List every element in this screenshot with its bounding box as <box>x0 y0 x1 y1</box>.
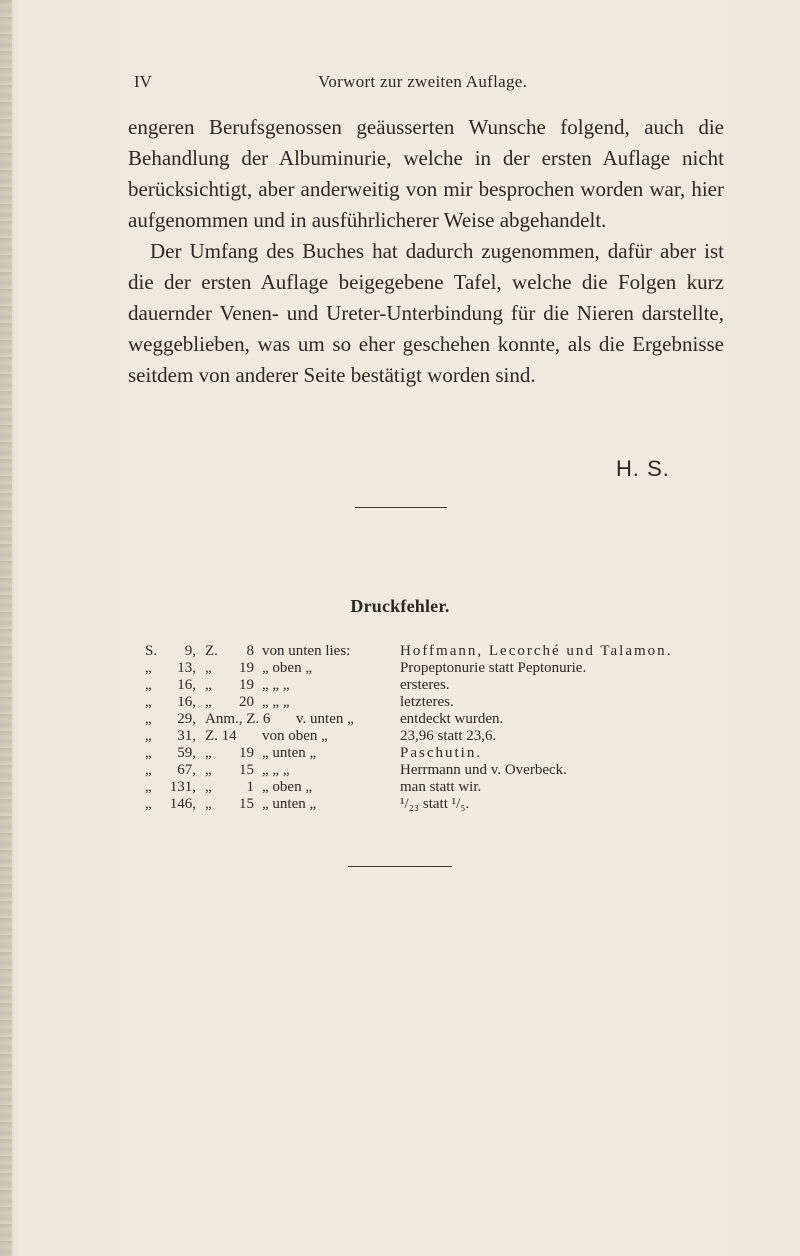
errata-s: „ <box>145 728 152 744</box>
errata-z: „ <box>205 694 212 710</box>
errata-direction: „ oben „ <box>262 660 312 676</box>
page-number: IV <box>134 72 152 91</box>
errata-line: 19 <box>239 745 254 761</box>
errata-z: „ <box>205 796 212 812</box>
preface-text <box>128 112 724 391</box>
errata-correction: Propeptonurie statt Peptonurie. <box>400 660 587 676</box>
errata-correction: entdeckt wurden. <box>400 711 504 727</box>
errata-s: „ <box>145 796 152 812</box>
errata-direction: „ „ „ <box>262 762 290 778</box>
errata-page: 9, <box>184 643 196 659</box>
errata-row <box>0 762 800 779</box>
errata-row <box>0 677 800 694</box>
errata-direction: „ „ „ <box>262 694 290 710</box>
errata-row <box>0 728 800 745</box>
errata-row <box>0 711 800 728</box>
errata-line: 8 <box>246 643 254 659</box>
errata-page: 59, <box>177 745 196 761</box>
errata-z: „ <box>205 677 212 693</box>
errata-direction: „ „ „ <box>262 677 290 693</box>
errata-line: 15 <box>239 762 254 778</box>
errata-direction: „ unten „ <box>262 745 317 761</box>
errata-correction: Herrmann und v. Overbeck. <box>400 762 567 778</box>
errata-page: 31, <box>177 728 196 744</box>
section-divider-bottom <box>348 866 452 867</box>
errata-row <box>0 745 800 762</box>
errata-page: 16, <box>177 694 196 710</box>
author-signature: H. S. <box>616 456 670 481</box>
errata-s: „ <box>145 677 152 693</box>
errata-z: Z. <box>205 643 218 659</box>
errata-row <box>0 660 800 677</box>
errata-s: S. <box>145 643 158 659</box>
running-title: Vorwort zur zweiten Auflage. <box>318 72 528 91</box>
errata-s: „ <box>145 660 152 676</box>
errata-correction: Hoffmann, Lecorché und Talamon. <box>400 643 673 659</box>
errata-row <box>0 779 800 796</box>
errata-s: „ <box>145 779 152 795</box>
preface-paragraph-1: engeren Berufsgenossen geäusserten Wunsche folgend, auch die Behandlung der Albuminurie, welche in der ersten Auflage nicht berücksichtigt, aber anderweitig von mir besprochen worden war, hier aufgenommen und in ausführlicherer Weise abgehandelt. <box>128 115 724 232</box>
errata-direction: „ oben „ <box>262 779 312 795</box>
errata-line: 19 <box>239 677 254 693</box>
errata-z: „ <box>205 762 212 778</box>
errata-s: „ <box>145 745 152 761</box>
errata-page: 146, <box>169 796 196 812</box>
errata-correction: man statt wir. <box>400 779 482 795</box>
errata-z: „ <box>205 745 212 761</box>
errata-line: 1 <box>246 779 254 795</box>
preface-paragraph-2: Der Umfang des Buches hat dadurch zugenommen, dafür aber ist die der ersten Auflage beigegebene Tafel, welche die Folgen kurz dauernder Venen- und Ureter-Unterbindung für die Nieren darstellte, weggeblieben, was um so eher geschehen konnte, als die Ergebnisse seitdem von anderer Seite bestätigt worden sind. <box>128 239 724 387</box>
section-divider-top <box>355 507 447 508</box>
errata-direction: „ unten „ <box>262 796 317 812</box>
errata-direction: von unten lies: <box>262 643 351 659</box>
errata-correction: Paschutin. <box>400 745 483 761</box>
errata-page: 29, <box>177 711 196 727</box>
errata-z: Anm., Z. 6 <box>205 711 271 727</box>
errata-direction: v. unten „ <box>296 711 354 727</box>
page-header <box>134 72 694 94</box>
errata-s: „ <box>145 711 152 727</box>
errata-row <box>0 643 800 660</box>
errata-correction: ¹/₂₃ statt ¹/₅. <box>400 796 470 812</box>
errata-z: „ <box>205 779 212 795</box>
errata-direction: von oben „ <box>262 728 328 744</box>
errata-page: 13, <box>177 660 196 676</box>
errata-correction: letzteres. <box>400 694 454 710</box>
page-binding-edge <box>0 0 12 1256</box>
errata-row <box>0 694 800 711</box>
errata-z: „ <box>205 660 212 676</box>
errata-line: 15 <box>239 796 254 812</box>
errata-z: Z. 14 <box>205 728 237 744</box>
errata-correction: ersteres. <box>400 677 450 693</box>
errata-correction: 23,96 statt 23,6. <box>400 728 497 744</box>
errata-s: „ <box>145 762 152 778</box>
errata-title: Druckfehler. <box>350 596 450 616</box>
errata-line: 19 <box>239 660 254 676</box>
errata-row <box>0 796 800 813</box>
errata-page: 131, <box>169 779 196 795</box>
errata-page: 67, <box>177 762 196 778</box>
errata-line: 20 <box>239 694 254 710</box>
errata-s: „ <box>145 694 152 710</box>
errata-page: 16, <box>177 677 196 693</box>
